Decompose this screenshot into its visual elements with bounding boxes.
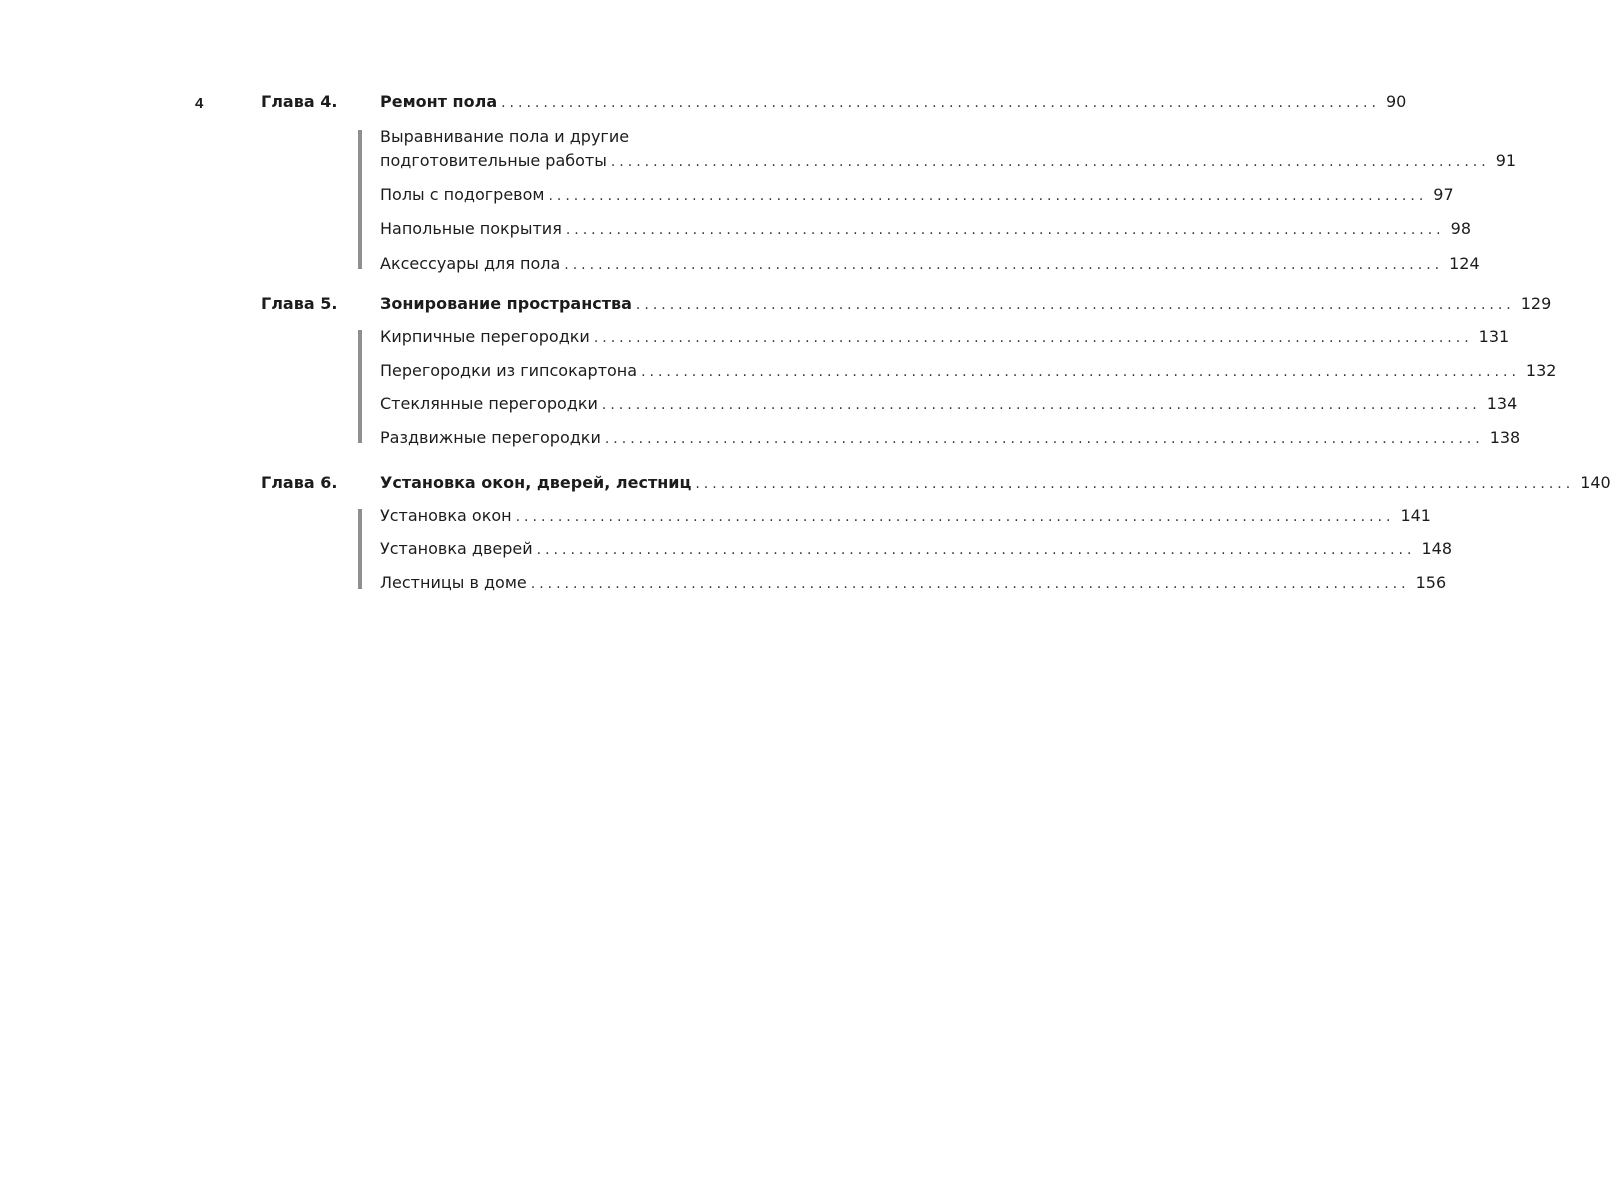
toc-entry[interactable] (380, 127, 1517, 185)
entry-title: Установка окон (380, 506, 512, 525)
entry-title-line1: Выравнивание пола и другие (380, 127, 630, 146)
toc-entry[interactable] (380, 327, 1510, 361)
entry-title: Установка дверей (380, 539, 533, 558)
entry-page: 138 (1489, 428, 1521, 447)
dot-leader: ........................................................................................................ (565, 222, 1445, 238)
toc-entry[interactable] (380, 219, 1471, 254)
entry-page: 134 (1486, 394, 1518, 413)
section-list (380, 506, 1453, 597)
section-list (380, 327, 1557, 452)
toc-entry[interactable] (380, 573, 1447, 597)
chapter-page: 140 (1580, 473, 1611, 492)
entry-page: 141 (1400, 506, 1431, 525)
dot-leader: ........................................................................................................ (604, 431, 1484, 447)
entry-title: Напольные покрытия (380, 219, 562, 238)
toc-entry[interactable] (380, 361, 1557, 394)
entry-title: Лестницы в доме (380, 573, 527, 592)
entry-title: подготовительные работы (380, 151, 607, 170)
dot-leader: ........................................................................................................ (536, 542, 1416, 558)
section-bar (358, 330, 362, 443)
toc-entry[interactable] (380, 254, 1480, 278)
dot-leader: ........................................................................................................ (530, 576, 1410, 592)
chapter-page: 129 (1520, 294, 1552, 313)
entry-title: Раздвижные перегородки (380, 428, 601, 447)
chapter-4 (261, 92, 1517, 278)
toc-entry[interactable] (380, 394, 1518, 428)
entry-page: 148 (1421, 539, 1453, 558)
section-bar (358, 509, 362, 589)
entry-title: Кирпичные перегородки (380, 327, 590, 346)
chapter-title: Установка окон, дверей, лестниц (380, 473, 692, 492)
dot-leader: ........................................................................................................ (593, 330, 1473, 346)
chapter-title: Зонирование пространства (380, 294, 632, 313)
chapter-6 (261, 473, 1611, 597)
section-list (380, 127, 1517, 278)
entry-page: 98 (1450, 219, 1471, 238)
dot-leader: ........................................................................................................ (610, 154, 1490, 170)
dot-leader: ........................................................................................................ (515, 509, 1395, 525)
chapter-heading[interactable] (261, 92, 1407, 114)
chapter-heading[interactable] (261, 473, 1611, 495)
dot-leader: ........................................................................................................ (548, 188, 1428, 204)
chapter-label: Глава 4. (261, 92, 338, 111)
toc-entry[interactable] (380, 428, 1521, 452)
entry-page: 132 (1525, 361, 1557, 380)
chapter-title: Ремонт пола (380, 92, 498, 111)
chapter-5 (261, 294, 1557, 452)
dot-leader: ........................................................................................................ (635, 297, 1515, 313)
chapter-label: Глава 5. (261, 294, 338, 313)
dot-leader: ........................................................................................................ (564, 257, 1444, 273)
entry-page: 97 (1433, 185, 1454, 204)
entry-title: Стеклянные перегородки (380, 394, 598, 413)
dot-leader: ........................................................................................................ (695, 476, 1575, 492)
toc-entry[interactable] (380, 506, 1431, 539)
chapter-label: Глава 6. (261, 473, 338, 492)
entry-title: Перегородки из гипсокартона (380, 361, 638, 380)
page-number: 4 (195, 95, 204, 112)
entry-title: Аксессуары для пола (380, 254, 561, 273)
dot-leader: ........................................................................................................ (641, 364, 1520, 380)
section-bar (358, 130, 362, 269)
entry-page: 124 (1449, 254, 1480, 273)
toc-entry[interactable] (380, 539, 1453, 573)
chapter-heading[interactable] (261, 294, 1552, 316)
toc-entry[interactable] (380, 185, 1454, 219)
dot-leader: ........................................................................................................ (601, 397, 1481, 413)
entry-title: Полы с подогревом (380, 185, 545, 204)
dot-leader: ........................................................................................................ (501, 95, 1380, 111)
chapter-page: 90 (1385, 92, 1407, 111)
entry-page: 91 (1495, 151, 1517, 170)
entry-page: 156 (1415, 573, 1447, 592)
entry-page: 131 (1478, 327, 1510, 346)
